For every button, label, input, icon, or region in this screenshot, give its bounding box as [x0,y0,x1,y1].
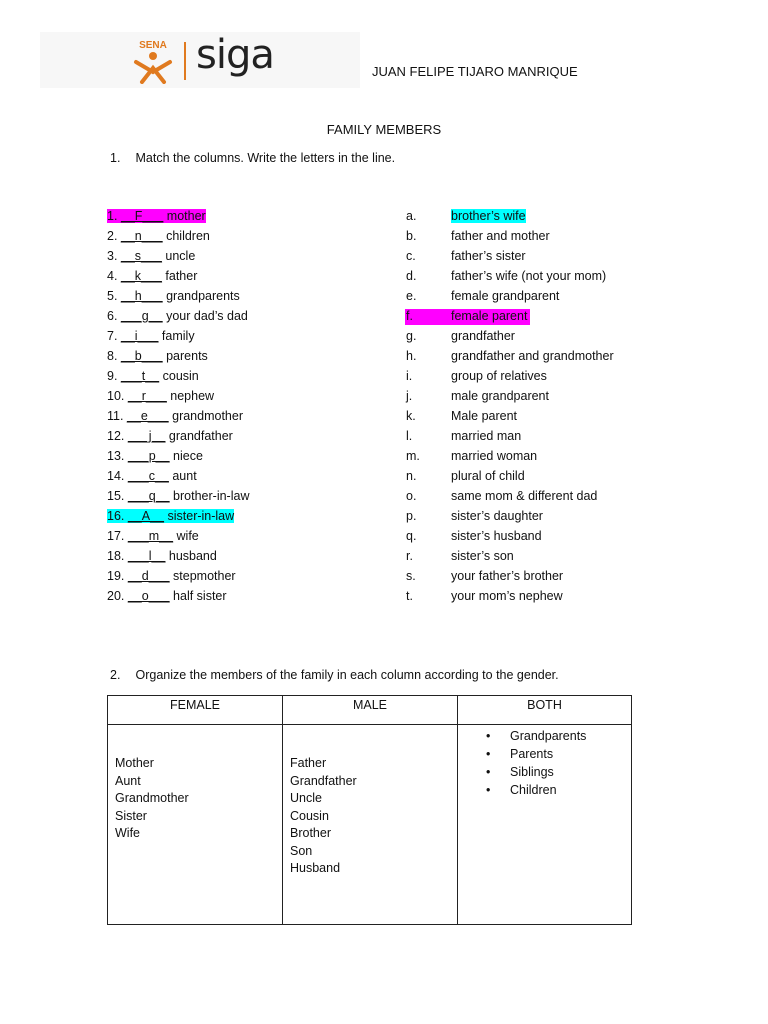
left-item-number: 19. [107,569,128,583]
list-item: Cousin [290,808,329,823]
right-item-letter: e. [406,289,417,303]
left-item-number: 10. [107,389,128,403]
left-item-number: 7. [107,329,121,343]
right-item-text: male grandparent [451,389,549,403]
left-item-number: 3. [107,249,121,263]
left-item-number: 17. [107,529,128,543]
list-item: Father [290,756,327,770]
answer-blank[interactable]: ___l__ [127,549,166,563]
left-item-word: family [158,329,195,343]
left-item-word: sister-in-law [164,509,235,523]
left-item-number: 14. [107,469,128,483]
answer-blank[interactable]: __d___ [127,569,170,583]
male-cell [283,725,458,925]
list-item: Sister [115,808,147,823]
right-item-letter: c. [406,249,416,263]
answer-blank[interactable]: __e___ [126,409,169,423]
left-item-word: aunt [168,469,197,483]
list-item: • Siblings [486,763,631,781]
gender-table-header [108,696,632,725]
right-item-text: your mom’s nephew [451,589,563,603]
right-item-letter: q. [406,529,417,543]
exercise1-text: Match the columns. Write the letters in the line. [135,151,396,165]
right-item-letter: k. [406,409,416,423]
left-item [107,469,197,483]
left-item-word: children [162,229,210,243]
right-item-text: father’s sister [451,249,526,263]
answer-blank[interactable]: __b___ [120,349,163,363]
left-item-number: 4. [107,269,121,283]
answer-blank[interactable]: __r___ [127,389,167,403]
right-item-text: father and mother [451,229,550,243]
left-item-word: stepmother [169,569,236,583]
exercise2-number: 2. [110,668,121,682]
answer-blank[interactable]: ___t__ [120,369,160,383]
right-item-text: married woman [451,449,538,463]
answer-blank[interactable]: ___c__ [127,469,169,483]
left-item-number: 13. [107,449,128,463]
left-item-number: 20. [107,589,128,603]
right-item-letter: n. [406,469,417,483]
left-item-number: 6. [107,309,121,323]
list-item: Aunt [115,773,141,788]
list-item: • Parents [486,745,631,763]
left-item [107,549,217,563]
right-item-letter: j. [406,389,413,403]
list-item: • Children [486,781,631,799]
left-item [107,449,203,463]
right-item-text: sister’s husband [451,529,542,543]
answer-blank[interactable]: ___m__ [127,529,174,543]
left-item [107,349,208,363]
right-item-letter: h. [406,349,417,363]
right-item-text: plural of child [451,469,525,483]
left-item [107,329,195,343]
right-item-letter: f. [406,309,413,323]
answer-blank[interactable]: __A__ [127,509,165,523]
left-item [107,489,249,503]
right-item-text: brother’s wife [451,209,526,223]
right-item-letter: g. [406,329,417,343]
left-item-number: 16. [107,509,128,523]
left-item [107,289,240,303]
left-item [107,509,234,523]
left-item [107,569,236,583]
right-item-letter: t. [406,589,413,603]
list-item: Husband [290,861,341,875]
left-item-word: nephew [166,389,215,403]
both-list [458,725,631,799]
answer-blank[interactable]: ___g__ [120,309,163,323]
male-list [283,725,457,878]
right-item-letter: o. [406,489,417,503]
left-item-number: 12. [107,429,128,443]
list-item: Son [290,843,313,858]
left-item [107,389,214,403]
right-item-letter: a. [406,209,417,223]
answer-blank[interactable]: ___p__ [127,449,170,463]
list-item: Wife [115,826,140,840]
right-item-letter: b. [406,229,417,243]
exercise1-instruction [110,151,395,165]
page-title: FAMILY MEMBERS [326,122,442,137]
answer-blank[interactable]: __s___ [120,249,162,263]
left-item-number: 5. [107,289,121,303]
right-item-text: female grandparent [451,289,560,303]
siga-logo: siga [196,32,274,78]
left-item-word: grandmother [168,409,243,423]
left-item [107,429,233,443]
left-item [107,209,206,223]
right-item-text: group of relatives [451,369,547,383]
left-item-word: mother [163,209,206,223]
female-list [108,725,282,843]
right-item-text: sister’s daughter [451,509,543,523]
header-female: FEMALE [108,696,283,725]
answer-blank[interactable]: __i___ [120,329,159,343]
left-item-word: your dad’s dad [162,309,248,323]
right-item-text: same mom & different dad [451,489,598,503]
gender-table [107,695,632,925]
left-item-number: 2. [107,229,121,243]
author-name: JUAN FELIPE TIJARO MANRIQUE [372,64,578,79]
right-item-text: grandfather [451,329,515,343]
answer-blank[interactable]: __o___ [127,589,170,603]
right-item-text: grandfather and grandmother [451,349,614,363]
right-item-letter: d. [406,269,417,283]
answer-blank[interactable]: __k___ [120,269,162,283]
left-item [107,269,197,283]
left-item-word: grandfather [165,429,233,443]
list-item: Grandmother [115,791,189,805]
left-item-word: husband [165,549,217,563]
left-item-word: half sister [169,589,227,603]
left-item [107,369,199,383]
answer-blank[interactable]: ___q__ [127,489,170,503]
list-item: Brother [290,826,331,840]
left-item-number: 18. [107,549,128,563]
left-item [107,409,243,423]
left-item-word: niece [169,449,203,463]
answer-blank[interactable]: __n___ [120,229,163,243]
answer-blank[interactable]: ___j__ [127,429,166,443]
left-item-number: 11. [107,409,127,423]
logo-divider [184,42,186,80]
exercise1-number: 1. [110,151,121,165]
list-item: Uncle [290,791,322,805]
left-item-number: 1. [107,209,121,223]
left-item [107,249,195,263]
right-item-letter: p. [406,509,417,523]
left-item-word: wife [173,529,199,543]
left-item-number: 15. [107,489,128,503]
right-item-letter: m. [406,449,420,463]
left-item [107,589,227,603]
header-male: MALE [283,696,458,725]
left-item-word: parents [162,349,208,363]
sena-logo [128,38,178,87]
header-both: BOTH [458,696,632,725]
left-item-word: grandparents [162,289,240,303]
answer-blank[interactable]: __h___ [120,289,163,303]
right-item-text: your father’s brother [451,569,564,583]
list-item: Mother [115,756,154,770]
answer-blank[interactable]: __F___ [120,209,164,223]
right-item-letter: l. [406,429,413,443]
list-item: • Grandparents [486,727,631,745]
left-item [107,529,199,543]
female-cell [108,725,283,925]
exercise2-text: Organize the members of the family in each column according to the gender. [135,668,559,682]
right-item-letter: i. [406,369,413,383]
right-item-text: female parent [451,309,528,323]
right-item-text: Male parent [451,409,518,423]
left-item-number: 8. [107,349,121,363]
left-item-word: brother-in-law [169,489,250,503]
left-item [107,309,248,323]
left-item-word: cousin [159,369,199,383]
right-item-text: married man [451,429,522,443]
list-item: Grandfather [290,773,357,788]
left-item-word: father [161,269,198,283]
left-item-word: uncle [161,249,196,263]
right-item-text: father’s wife (not your mom) [451,269,607,283]
right-item-letter: s. [406,569,416,583]
left-item [107,229,210,243]
sena-logo-text: SENA [139,40,167,51]
left-item-number: 9. [107,369,121,383]
right-item-letter: r. [406,549,413,563]
both-cell [458,725,632,925]
right-item-text: sister’s son [451,549,514,563]
exercise2-instruction [110,668,559,682]
